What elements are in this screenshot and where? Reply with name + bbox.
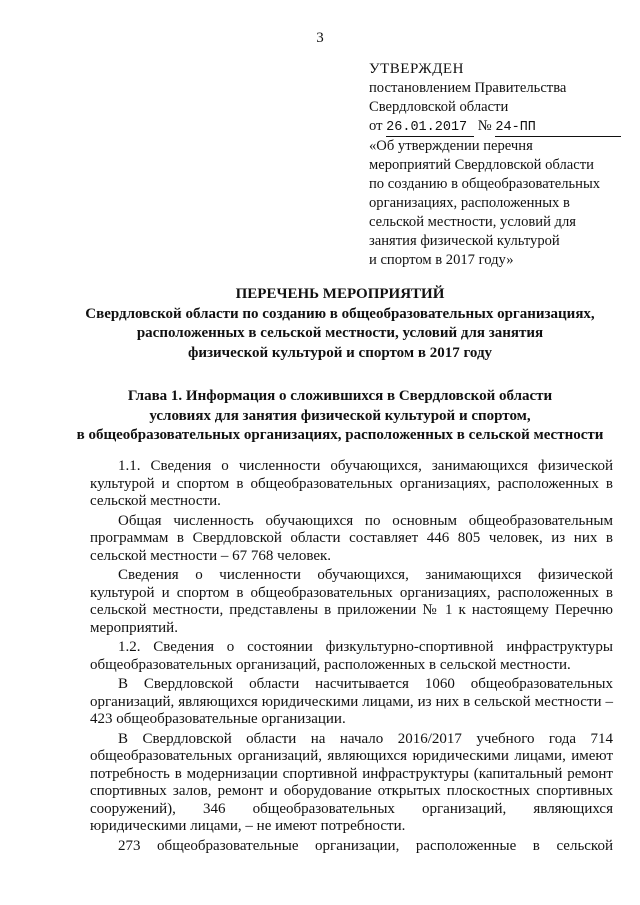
document-title-line: расположенных в сельской местности, условий для занятия xyxy=(136,325,544,341)
paragraph: 1.2. Сведения о состоянии физкультурно-спортивной инфраструктуры общеобразовательных организаций, расположенных в сельской местности. xyxy=(90,639,613,673)
approval-block xyxy=(369,60,629,270)
approval-line: постановлением Правительства xyxy=(369,80,567,96)
chapter-heading xyxy=(40,387,640,446)
chapter-heading-line: в общеобразовательных организациях, расположенных в сельской местности xyxy=(76,427,604,443)
approval-number: 24-ПП xyxy=(495,120,536,135)
approval-title: УТВЕРЖДЕН xyxy=(369,61,464,77)
document-title xyxy=(40,285,640,363)
paragraph: Сведения о численности обучающихся, занимающихся физической культурой и спортом в общеобразовательных организациях, расположенных в сельской местности, представлены в приложении № 1 к настоящему Перечню мероприятий. xyxy=(90,567,613,636)
approval-subject-line: «Об утверждении перечня xyxy=(369,138,533,154)
approval-line: Свердловской области xyxy=(369,99,509,115)
date-prefix: от xyxy=(369,118,383,134)
approval-date-line xyxy=(369,117,629,137)
approval-subject-line: и спортом в 2017 году» xyxy=(369,252,514,268)
paragraph: 273 общеобразовательные организации, расположенные в сельской xyxy=(118,837,613,854)
approval-subject-line: организациях, расположенных в xyxy=(369,195,570,211)
approval-subject-line: сельской местности, условий для xyxy=(369,214,576,230)
chapter-heading-line: Глава 1. Информация о сложившихся в Свердловской области xyxy=(127,388,553,404)
page-number: 3 xyxy=(316,30,324,46)
approval-subject-line: занятия физической культурой xyxy=(369,233,560,249)
paragraph: В Свердловской области насчитывается 1060 общеобразовательных организаций, являющихся юридическими лицами, из них в сельской местности – 423 общеобразовательные организации. xyxy=(90,676,613,727)
body-text xyxy=(90,458,613,857)
paragraph: Общая численность обучающихся по основным общеобразовательным программам в Свердловской области составляет 446 805 человек, из них в сельской местности – 67 768 человек. xyxy=(90,512,613,564)
document-title-line: физической культурой и спортом в 2017 году xyxy=(187,344,493,361)
paragraph: 1.1. Сведения о численности обучающихся, занимающихся физической культурой и спортом в общеобразовательных организациях, расположенных в сельской местности. xyxy=(90,458,613,509)
paragraph: В Свердловской области на начало 2016/2017 учебного года 714 общеобразовательных организаций, являющихся юридическими лицами, имеют потребность в модернизации спортивной инфраструктуры (капитальный ремонт спортивных залов, ремонт и оборудование открытых плоскостных спортивных сооружений), 346 общеобразовательных организаций, являющихся юридическими лицами, – не имеют потребности. xyxy=(90,730,613,834)
document-title-line: Свердловской области по созданию в общеобразовательных организациях, xyxy=(85,305,595,322)
approval-subject-line: мероприятий Свердловской области xyxy=(369,157,594,173)
number-prefix: № xyxy=(477,118,492,134)
chapter-heading-line: условиях для занятия физической культурой и спортом, xyxy=(149,407,531,424)
approval-date: 26.01.2017 xyxy=(386,120,468,135)
document-title-line: ПЕРЕЧЕНЬ МЕРОПРИЯТИЙ xyxy=(235,286,445,302)
approval-subject-line: по созданию в общеобразовательных xyxy=(369,176,601,192)
